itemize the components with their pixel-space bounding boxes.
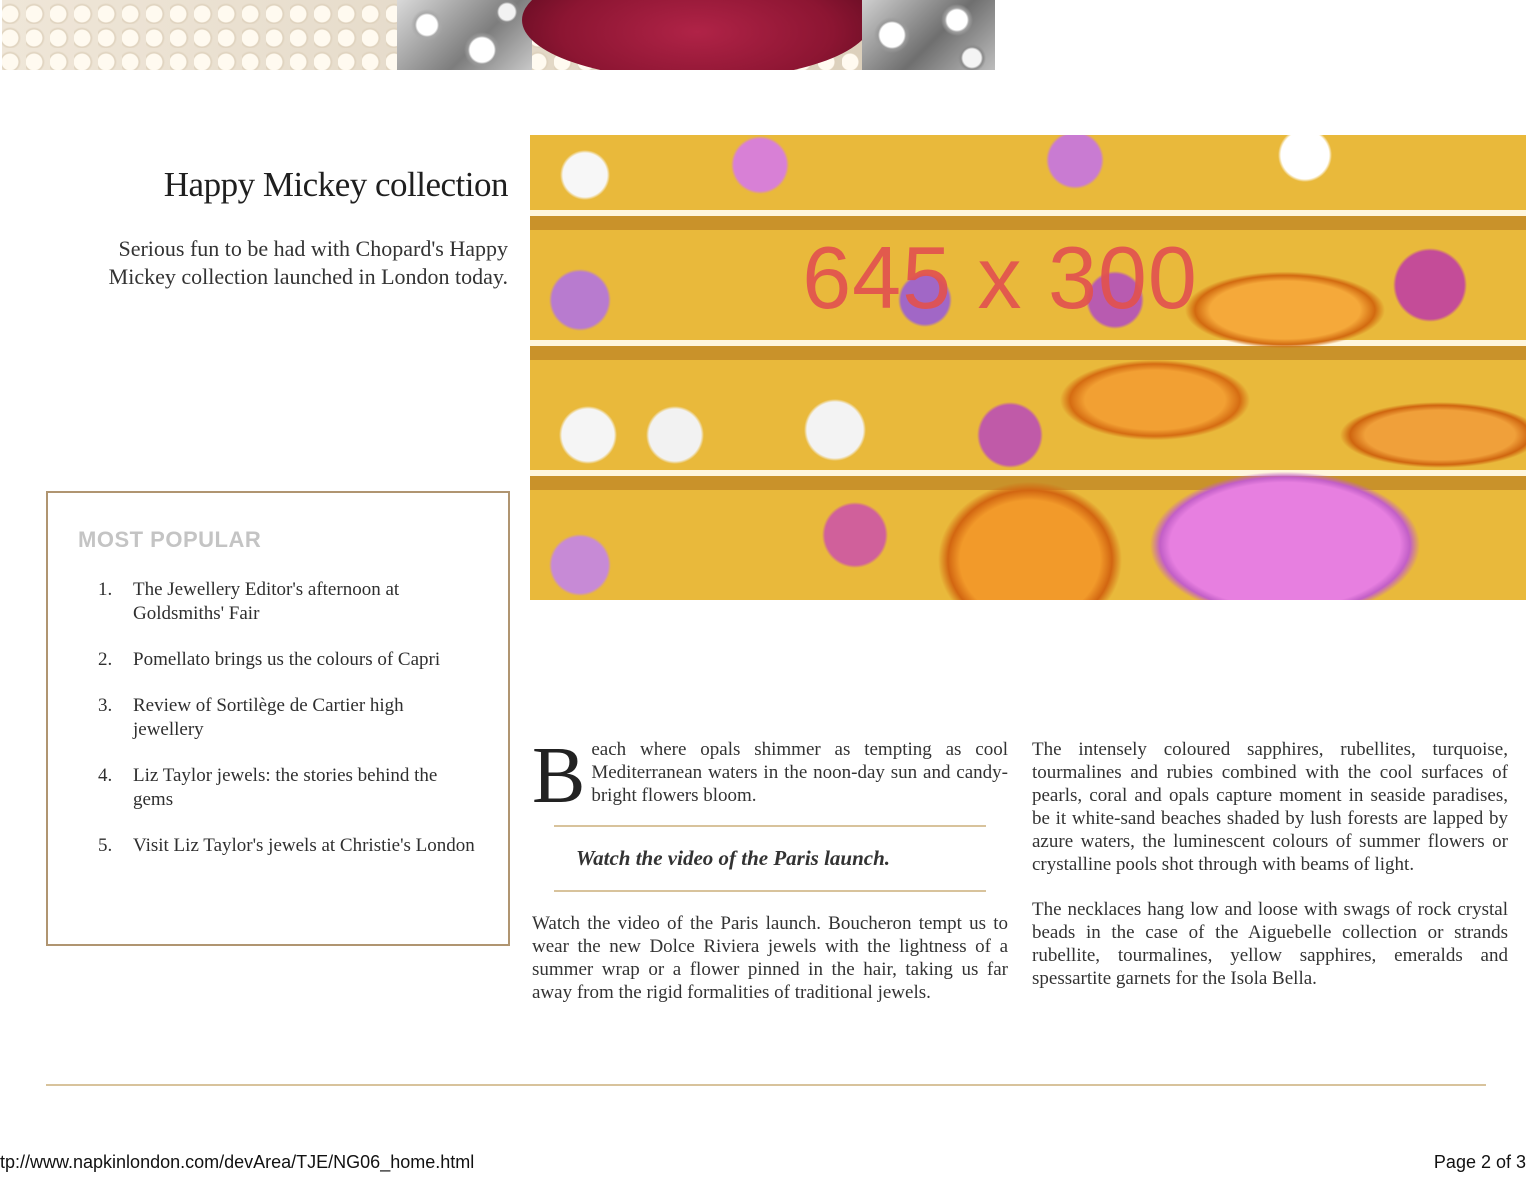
drop-cap: B xyxy=(532,732,586,820)
image-size-placeholder-label: 645 x 300 xyxy=(802,228,1198,327)
body-paragraph: The necklaces hang low and loose with swags of rock crystal beads in the case of the Aiguebelle collection or strands rubellite, tourmalines, yellow sapphires, emeralds and spessartite garnets for the Isola Bella. xyxy=(1032,899,1508,989)
item-number: 1. xyxy=(98,579,113,600)
list-item xyxy=(98,764,478,812)
item-number: 2. xyxy=(98,649,113,670)
popular-link-2[interactable]: Pomellato brings us the colours of Capri xyxy=(133,649,441,670)
list-item xyxy=(98,694,478,742)
ruby-gem xyxy=(522,0,872,70)
body-paragraph: Watch the video of the Paris launch. Boucheron tempt us to wear the new Dolce Riviera jewels with the lightness of a summer wrap or a flower pinned in the hair, taking us far away from the rigid formalities of traditional jewels. xyxy=(532,913,1008,1003)
body-paragraph: The intensely coloured sapphires, rubellites, turquoise, tourmalines and rubies combined with the cool surfaces of pearls, coral and opals capture moment in seaside paradises, be it white-sand beaches shaded by lush forests are lapped by azure waters, the luminescent colours of summer flowers or crystalline pools shot through with beams of light. xyxy=(1032,739,1508,875)
item-number: 5. xyxy=(98,835,113,856)
popular-link-5[interactable]: Visit Liz Taylor's jewels at Christie's London xyxy=(133,835,475,856)
article-standfirst: Serious fun to be had with Chopard's Happy Mickey collection launched in London today. xyxy=(108,236,508,289)
intro-text: each where opals shimmer as tempting as cool Mediterranean waters in the noon-day sun and candy-bright flowers bloom. xyxy=(591,739,1008,806)
article-column-right xyxy=(1032,738,1508,990)
popular-link-3[interactable]: Review of Sortilège de Cartier high jewellery xyxy=(133,695,404,740)
item-number: 3. xyxy=(98,695,113,716)
diamond-detail-right xyxy=(862,0,995,70)
popular-link-1[interactable]: The Jewellery Editor's afternoon at Goldsmiths' Fair xyxy=(133,579,400,624)
hero-image xyxy=(530,135,1526,600)
most-popular-heading: MOST POPULAR xyxy=(78,527,262,552)
watch-video-link[interactable]: Watch the video of the Paris launch. xyxy=(576,846,891,870)
intro-paragraph xyxy=(532,732,1008,820)
diamond-detail-left xyxy=(397,0,532,70)
divider xyxy=(554,890,986,892)
list-item xyxy=(98,648,478,672)
article-column-left xyxy=(532,732,1008,1004)
most-popular-list xyxy=(98,578,478,880)
bottom-divider xyxy=(46,1084,1486,1086)
list-item xyxy=(98,578,478,626)
top-banner-image xyxy=(2,0,995,70)
list-item xyxy=(98,834,478,858)
article-title: Happy Mickey collection xyxy=(163,165,508,204)
popular-link-4[interactable]: Liz Taylor jewels: the stories behind the gems xyxy=(133,765,438,810)
most-popular-box xyxy=(46,491,510,946)
item-number: 4. xyxy=(98,765,113,786)
print-footer-url: tp://www.napkinlondon.com/devArea/TJE/NG06_home.html xyxy=(0,1152,475,1172)
video-callout xyxy=(554,825,986,892)
print-page-number: Page 2 of 3 xyxy=(1433,1152,1526,1172)
